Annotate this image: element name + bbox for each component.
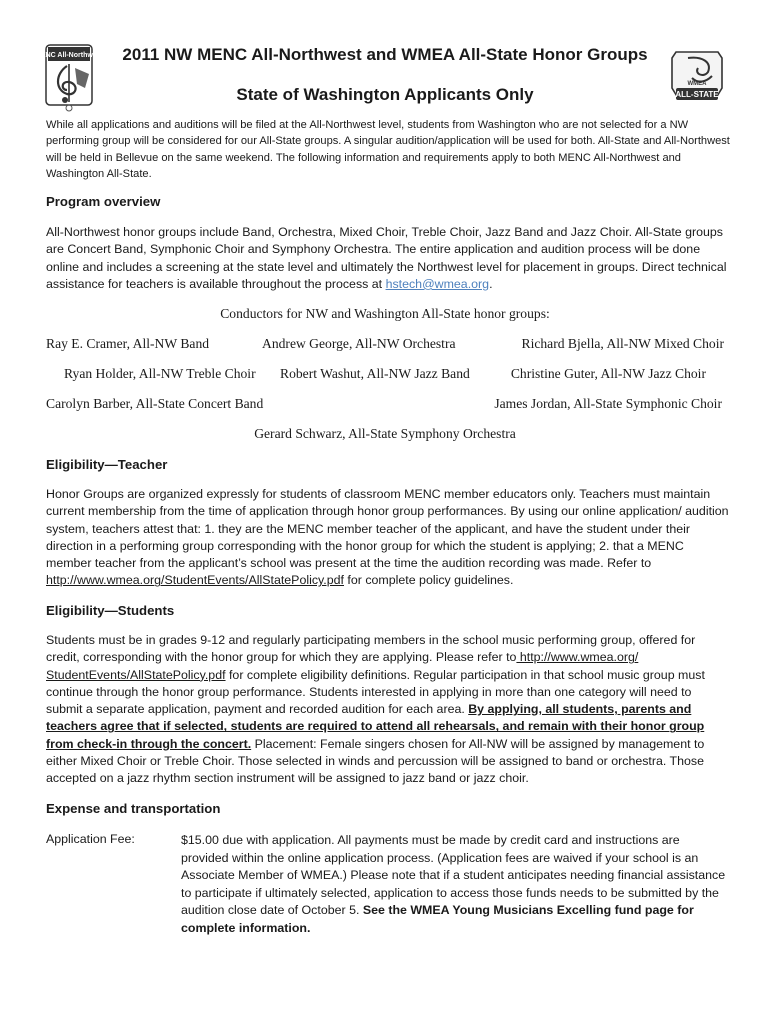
students-text-3: Placement: Female singers chosen for All-NW will be assigned by management to either Mixed Choir or Treble Choir. Those selected in winds and percussion will be assigned to band or orchestra. Those accepted on a jazz rhythm section instrument will be assigned to jazz band or jazz choir. <box>46 736 705 786</box>
students-text-2: for complete eligibility definitions. Regular participation in that school music group must continue through the honor group performance. Students interested in applying in more than one category will need to submit a separate application, payment and recorded audition for each area. <box>46 667 705 717</box>
student-policy-link[interactable]: http://www.wmea.org/ StudentEvents/AllStatePolicy.pdf <box>46 650 639 682</box>
teacher-text: Honor Groups are organized expressly for students of classroom MENC member educators only. Teachers must maintain current membership from the time of application through honor group performances. By using our online application/ audition system, teachers attest that: 1. they are the MENC member teacher of the applicant, and have the student under their direction in a performing group corresponding with the honor group for which the student is applying; 2. that a MENC member teacher from the applicant’s school was present at the time the audition recording was made. Refer to <box>46 487 729 571</box>
conductor-guter: Christine Guter, All-NW Jazz Choir <box>510 366 706 381</box>
conductor-schwarz: Gerard Schwarz, All-State Symphony Orchestra <box>254 426 516 441</box>
program-heading: Program overview <box>46 194 161 209</box>
conductors-heading: Conductors for NW and Washington All-State honor groups: <box>220 306 550 321</box>
students-text-1: Students must be in grades 9-12 and regularly participating members in the school music performing group, offered for credit, corresponding with the honor group for which they are applying. Please refer to <box>46 633 696 665</box>
application-fee-text <box>181 832 729 938</box>
conductor-washut: Robert Washut, All-NW Jazz Band <box>280 366 470 381</box>
conductor-cramer: Ray E. Cramer, All-NW Band <box>46 336 210 351</box>
expense-heading: Expense and transportation <box>46 801 221 816</box>
hstech-email-link[interactable]: hstech@wmea.org <box>385 276 490 291</box>
program-paragraph <box>46 224 730 293</box>
intro-paragraph: While all applications and auditions will be filed at the All-Northwest level, students from Washington who are not selected for a NW performing group will be considered for our All-State groups. A singular audition/application will be used for both. All-State and All-Northwest will be held in Bellevue on the same weekend. The following information and requirements apply to both MENC All-Northwest and Washington All-State. <box>46 119 730 180</box>
application-fee-label: Application Fee: <box>46 832 135 846</box>
wmea-all-state-logo <box>668 48 726 106</box>
logo-left-text: MENC All-Northwest <box>35 52 103 59</box>
program-end: . <box>489 276 493 291</box>
menc-all-northwest-logo <box>35 44 103 112</box>
attendance-requirement: By applying, all students, parents and teachers agree that if selected, students are required to attend all rehearsals, and remain with their honor group from check-in through the concert. <box>46 702 705 751</box>
logo-right-top-text: WMEA <box>687 81 707 87</box>
conductor-barber: Carolyn Barber, All-State Concert Band <box>46 396 264 411</box>
teacher-eligibility-paragraph <box>46 486 730 590</box>
page-title: 2011 NW MENC All-Northwest and WMEA All-State Honor Groups <box>122 45 648 64</box>
program-text: All-Northwest honor groups include Band, Orchestra, Mixed Choir, Treble Choir, Jazz Band and Jazz Choir. All-State groups are Concert Band, Symphonic Choir and Symphony Orchestra. The entire application and audition process will be done online and includes a screening at the state level and ultimately the Northwest level for placement in groups. Direct technical assistance for teachers is available throughout the process at <box>46 225 727 291</box>
conductor-holder: Ryan Holder, All-NW Treble Choir <box>64 366 256 381</box>
student-eligibility-heading: Eligibility—Students <box>46 603 175 618</box>
conductor-george: Andrew George, All-NW Orchestra <box>262 336 456 351</box>
teacher-end: for complete policy guidelines. <box>343 573 514 588</box>
page-subtitle: State of Washington Applicants Only <box>236 85 534 104</box>
fee-description: $15.00 due with application. All payments must be made by credit card and instructions are provided within the online application process. (Application fees are waived if your school is an Associate Member of WMEA.) Please note that if a student anticipates needing financial assistance to participate if ultimately selected, application to access those funds needs to be submitted by the audition close date of October 5. <box>181 833 726 918</box>
conductor-bjella: Richard Bjella, All-NW Mixed Choir <box>521 336 724 351</box>
teacher-eligibility-heading: Eligibility—Teacher <box>46 457 168 472</box>
conductor-jordan: James Jordan, All-State Symphonic Choir <box>494 396 722 411</box>
student-eligibility-paragraph <box>46 632 730 788</box>
allstate-policy-link[interactable]: http://www.wmea.org/StudentEvents/AllStatePolicy.pdf <box>46 573 344 588</box>
fund-page-note: See the WMEA Young Musicians Excelling fund page for complete information. <box>181 903 694 935</box>
logo-right-bottom-text: ALL-STATE <box>675 90 719 99</box>
